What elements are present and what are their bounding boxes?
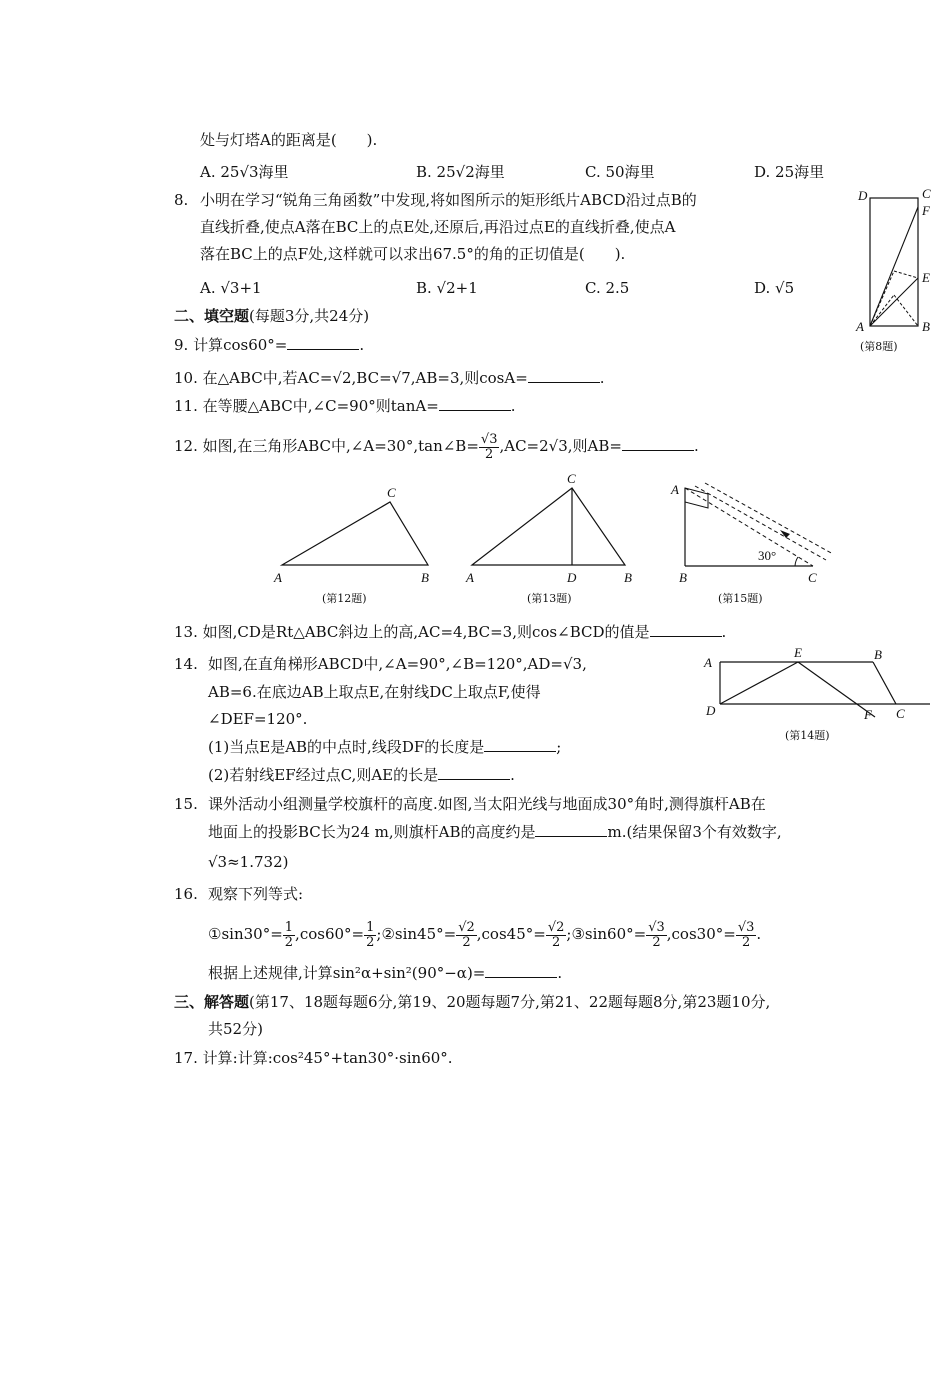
fig12-label-b: B <box>421 570 429 585</box>
fig15-label-c: C <box>808 570 817 585</box>
fig14-label-c: C <box>896 706 905 721</box>
q13 <box>174 622 726 642</box>
q14-sub1 <box>208 737 561 757</box>
q16-frac-num: √3 <box>648 919 665 935</box>
q12-text-b: ,AC=2√3,则AB= <box>499 437 622 455</box>
q8-option-c: C. 2.5 <box>585 279 630 297</box>
section2-heading <box>174 306 369 326</box>
q16-eq-1-sin30: ①sin30°= <box>208 925 283 943</box>
q16-rule-text: 根据上述规律,计算sin²α+sin²(90°−α)= <box>208 964 486 982</box>
q9-text: 计算cos60°= <box>193 336 288 354</box>
q10 <box>174 368 605 388</box>
fig13-caption: (第13题) <box>527 592 572 605</box>
q9 <box>174 335 364 355</box>
q12 <box>174 430 699 462</box>
q16-intro: 观察下列等式: <box>208 885 304 903</box>
q7-option-b: B. 25√2海里 <box>416 163 505 181</box>
q13-end: . <box>721 623 727 641</box>
q14-sub2-text: (2)若射线EF经过点C,则AE的长是 <box>208 766 439 784</box>
q14-sub2-blank[interactable] <box>438 765 510 780</box>
q16-frac-num: √2 <box>547 919 565 935</box>
q11-answer-blank[interactable] <box>439 396 511 411</box>
q10-answer-blank[interactable] <box>528 368 600 383</box>
fig8-caption: (第8题) <box>860 340 898 353</box>
q16-frac <box>646 921 667 950</box>
q15-line-2b: m.(结果保留3个有效数字, <box>607 823 782 841</box>
q16-eq-3-cos30: ,cos30°= <box>666 925 736 943</box>
fig14-label-f: F <box>864 707 872 722</box>
q16-frac-den: 2 <box>551 934 561 950</box>
q8-line-2: 直线折叠,使点A落在BC上的点E处,还原后,再沿过点E的直线折叠,使点A <box>200 218 676 236</box>
q16-eq-3-sin60: ;③sin60°= <box>566 925 647 943</box>
q15-line-2 <box>208 822 782 842</box>
fig8-label-b: B <box>922 319 930 334</box>
q8-number: 8. <box>174 191 189 209</box>
fig15-caption: (第15题) <box>718 592 763 605</box>
q16-answer-blank[interactable] <box>485 963 557 978</box>
q16-frac <box>364 921 376 950</box>
q16-eq-2-sin45: ;②sin45°= <box>376 925 457 943</box>
q9-answer-blank[interactable] <box>287 335 359 350</box>
fig8-label-a: A <box>856 319 864 334</box>
q13-answer-blank[interactable] <box>650 622 722 637</box>
figure-8 <box>850 185 940 335</box>
q12-answer-blank[interactable] <box>622 436 694 451</box>
q14-sub2-end: . <box>510 766 515 784</box>
fig13-label-c: C <box>567 471 576 486</box>
q10-text: 在△ABC中,若AC=√2,BC=√7,AB=3,则cosA= <box>202 369 528 387</box>
q16-number: 16. <box>174 885 198 903</box>
q16-frac-num: 1 <box>284 919 294 935</box>
q16-frac <box>283 921 295 950</box>
q15-line-1: 课外活动小组测量学校旗杆的高度.如图,当太阳光线与地面成30°角时,测得旗杆AB在 <box>208 795 766 813</box>
q14-sub2 <box>208 765 515 785</box>
figure-14 <box>700 645 940 720</box>
fig12-caption: (第12题) <box>322 592 367 605</box>
fig15-label-a: A <box>671 482 679 497</box>
q15-answer-blank[interactable] <box>535 822 607 837</box>
q16-frac-den: 2 <box>652 934 661 950</box>
q12-frac-num: √3 <box>480 431 498 447</box>
q8-option-b: B. √2+1 <box>416 279 478 297</box>
q14-line-2: AB=6.在底边AB上取点E,在射线DC上取点F,使得 <box>208 683 541 701</box>
figure-12 <box>270 482 445 587</box>
fig14-label-a: A <box>704 655 712 670</box>
fig13-label-d: D <box>567 570 577 585</box>
fig8-label-f: F <box>922 203 930 218</box>
q12-number: 12. <box>174 437 198 455</box>
q16-rule-end: . <box>557 964 563 982</box>
q16-frac-den: 2 <box>741 934 751 950</box>
q16-rule <box>208 963 562 983</box>
fig12-label-a: A <box>274 570 282 585</box>
q14-line-3: ∠DEF=120°. <box>208 710 308 728</box>
q12-end: . <box>693 437 699 455</box>
q17 <box>174 1048 453 1068</box>
q7-option-c: C. 50海里 <box>585 163 655 181</box>
q16-frac-den: 2 <box>284 934 294 950</box>
q10-number: 10. <box>174 369 198 387</box>
q15-line-3: √3≈1.732) <box>208 853 289 871</box>
section3-title: 三、解答题 <box>174 993 250 1011</box>
q16-equations <box>208 916 761 952</box>
fig14-label-d: D <box>706 703 716 718</box>
q17-number: 17. <box>174 1049 198 1067</box>
q16-frac-num: √3 <box>737 919 755 935</box>
fig8-label-d: D <box>858 188 868 203</box>
q11-number: 11. <box>174 397 198 415</box>
q16-frac <box>736 921 757 950</box>
q7-option-d: D. 25海里 <box>754 163 825 181</box>
q11 <box>174 396 516 416</box>
fig15-label-b: B <box>679 570 687 585</box>
fig8-label-c: C <box>922 186 931 201</box>
figure-15 <box>668 478 843 588</box>
q14-sub1-blank[interactable] <box>484 737 556 752</box>
q8-option-a: A. √3+1 <box>200 279 262 297</box>
fig14-caption: (第14题) <box>785 729 830 742</box>
q16-frac-num: √2 <box>458 919 475 935</box>
q16-eq-end: . <box>756 925 762 943</box>
fig13-label-b: B <box>624 570 632 585</box>
q16-frac-den: 2 <box>366 934 375 950</box>
q8-line-3: 落在BC上的点F处,这样就可以求出67.5°的角的正切值是( ). <box>200 245 626 263</box>
q14-number: 14. <box>174 655 198 673</box>
q16-frac <box>546 921 567 950</box>
q13-text: 如图,CD是Rt△ABC斜边上的高,AC=4,BC=3,则cos∠BCD的值是 <box>202 623 650 641</box>
q7-option-a: A. 25√3海里 <box>200 163 289 181</box>
q11-end: . <box>510 397 516 415</box>
q16-frac-num: 1 <box>366 919 375 935</box>
q8-line-1: 小明在学习“锐角三角函数”中发现,将如图所示的矩形纸片ABCD沿过点B的 <box>200 191 697 209</box>
q14-sub1-end: ; <box>556 738 562 756</box>
section2-note: (每题3分,共24分) <box>249 307 370 325</box>
q14-sub1-text: (1)当点E是AB的中点时,线段DF的长度是 <box>208 738 485 756</box>
section3-note-2: 共52分) <box>208 1020 263 1038</box>
q13-number: 13. <box>174 623 198 641</box>
figure-13 <box>460 470 645 587</box>
section2-title: 二、填空题 <box>174 307 250 325</box>
q7-stem-tail: 处与灯塔A的距离是( ). <box>200 131 378 149</box>
q9-number: 9. <box>174 336 189 354</box>
fig13-label-a: A <box>466 570 474 585</box>
section3-heading <box>174 992 770 1012</box>
fig15-angle: 30° <box>758 548 777 563</box>
q12-fraction <box>479 433 500 462</box>
q10-end: . <box>599 369 605 387</box>
fig14-label-b: B <box>874 647 882 662</box>
q8-option-d: D. √5 <box>754 279 795 297</box>
q15-number: 15. <box>174 795 198 813</box>
q16-frac <box>456 921 477 950</box>
fig12-label-c: C <box>387 485 396 500</box>
q12-frac-den: 2 <box>485 446 494 462</box>
q9-end: . <box>359 336 365 354</box>
q11-text: 在等腰△ABC中,∠C=90°则tanA= <box>202 397 439 415</box>
q16-eq-2-cos45: ,cos45°= <box>476 925 546 943</box>
q16-frac-den: 2 <box>462 934 471 950</box>
section3-note: (第17、18题每题6分,第19、20题每题7分,第21、22题每题8分,第23题10分, <box>249 993 771 1011</box>
q16-eq-1-cos60: ,cos60°= <box>295 925 365 943</box>
q14-line-1: 如图,在直角梯形ABCD中,∠A=90°,∠B=120°,AD=√3, <box>208 655 587 673</box>
q12-text-a: 如图,在三角形ABC中,∠A=30°,tan∠B= <box>202 437 479 455</box>
fig8-label-e: E <box>922 270 930 285</box>
q17-text: 计算:计算:cos²45°+tan30°·sin60°. <box>202 1049 453 1067</box>
fig14-label-e: E <box>794 645 802 660</box>
q15-line-2a: 地面上的投影BC长为24 m,则旗杆AB的高度约是 <box>208 823 536 841</box>
